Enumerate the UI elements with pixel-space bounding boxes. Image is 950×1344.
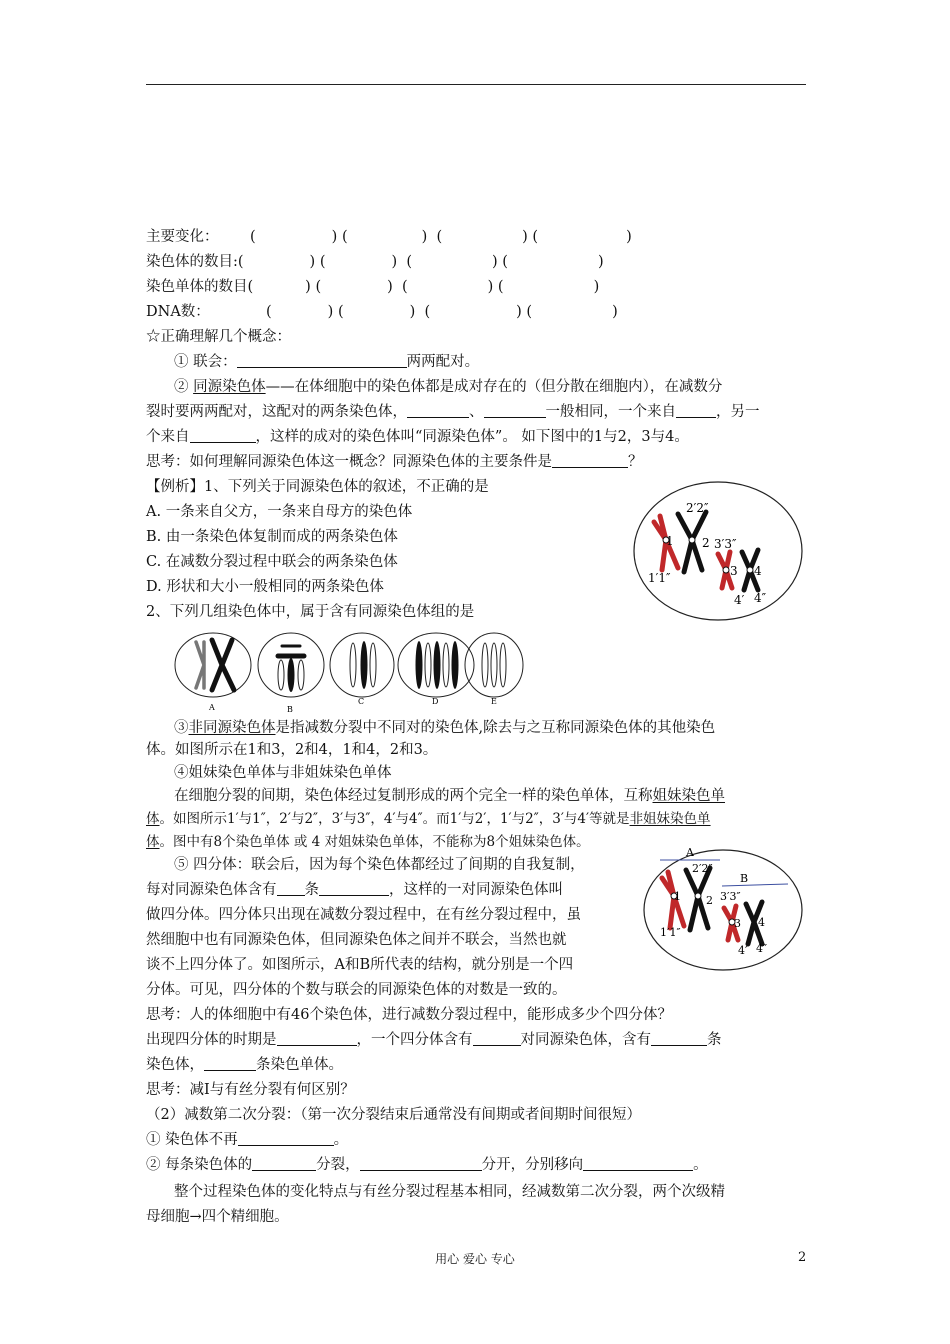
label-2: 2: [702, 536, 710, 550]
tetrad-label-3p3pp: 3′3″: [720, 890, 741, 903]
nonhomologous-line-1: ③非同源染色体是指减数分裂中不同对的染色体,除去与之互称同源染色体的其他染色: [174, 720, 716, 736]
tetrad-label-b: B: [740, 872, 749, 885]
label-1: 1: [666, 534, 674, 548]
homologous-line-2: 裂时要两两配对，这配对的两条染色体， 、 一般相同，一个来自 ，另一: [146, 404, 760, 420]
tetrad-label-4: 4: [758, 916, 765, 929]
homologous-line-3: 个来自 ，这样的成对的染色体叫“同源染色体”。 如下图中的1与2，3与4。: [146, 429, 689, 445]
think-3: 思考：减Ⅰ与有丝分裂有何区别？: [146, 1082, 355, 1098]
label-2p2pp: 2′2″: [686, 501, 709, 515]
cell-figure-homologous: [630, 478, 806, 624]
sister-line-2: 体。如图所示1′与1″，2′与2″，3′与3″，4′与4″。而1′与2′，1′与2″，3′与4′等就是非姐妹染色单: [146, 811, 711, 827]
tetrad-question-line-1: 出现四分体的时期是 ，一个四分体含有 对同源染色体，含有 条: [146, 1032, 722, 1048]
tetrad-label-2p2pp: 2′2″: [692, 862, 713, 875]
label-4pp: 4″: [754, 591, 767, 605]
think-1: 思考：如何理解同源染色体这一概念？同源染色体的主要条件是 ？: [146, 454, 643, 470]
fig-label-d: D: [432, 697, 439, 706]
row-changes-parens: ( ) ( ) ( ) ( ): [250, 229, 632, 245]
example-1-option-d: D. 形状和大小一般相同的两条染色体: [146, 579, 384, 595]
row-chromosome-count: 染色体的数目:( ) ( ) ( ) ( ): [146, 254, 604, 270]
header-rule: [146, 84, 806, 85]
chromosome-groups-figure: [174, 630, 524, 712]
example-1-option-b: B. 由一条染色体复制而成的两条染色体: [146, 529, 398, 545]
fig-label-c: C: [358, 697, 365, 706]
label-3p3pp: 3′3″: [714, 537, 737, 551]
fig-label-a: A: [209, 703, 215, 712]
tetrad-line-3: 做四分体。四分体只出现在减数分裂过程中，在有丝分裂过程中，虽: [146, 907, 581, 923]
page-number: 2: [798, 1250, 807, 1265]
example-1-question: 【例析】1、下列关于同源染色体的叙述，不正确的是: [146, 479, 489, 495]
think-2: 思考：人的体细胞中有46个染色体，进行减数分裂过程中，能形成多少个四分体？: [146, 1007, 672, 1023]
label-4p: 4′: [734, 593, 745, 607]
homologous-line-1: ② 同源染色体——在体细胞中的染色体都是成对存在的（但分散在细胞内），在减数分: [174, 379, 723, 395]
sister-line-1: 在细胞分裂的间期，染色体经过复制形成的两个完全一样的染色单体，互称姐妹染色单: [174, 788, 725, 804]
fig-label-e: E: [491, 697, 497, 706]
tetrad-line-2: 每对同源染色体含有 条 ，这样的一对同源染色体叫: [146, 882, 563, 898]
tetrad-line-4: 然细胞中也有同源染色体，但同源染色体之间并不联会，当然也就: [146, 932, 567, 948]
page-footer: 用心 爱心 专心: [435, 1252, 515, 1266]
label-1p1pp: 1′1″: [648, 571, 671, 585]
row-chromatid-count: 染色单体的数目( ) ( ) ( ) ( ): [146, 279, 600, 295]
tetrad-label-1: 1: [674, 890, 681, 903]
row-dna-parens: ( ) ( ) ( ) ( ): [266, 304, 618, 320]
example-1-option-a: A. 一条来自父方，一条来自母方的染色体: [146, 504, 413, 520]
meiosis-2-title: （2）减数第二次分裂：（第一次分裂结束后通常没有间期或者间期时间很短）: [146, 1107, 641, 1123]
synapsis-line: ① 联会： 两两配对。: [174, 354, 480, 370]
row-dna: DNA数：: [146, 304, 210, 320]
tetrad-label-2: 2: [706, 894, 713, 907]
fig-label-b: B: [287, 705, 293, 712]
tetrad-label-4p: 4′: [738, 944, 748, 957]
meiosis-2-summary-2: 母细胞→四个精细胞。: [146, 1209, 289, 1225]
example-2-question: 2、下列几组染色体中，属于含有同源染色体组的是: [146, 604, 475, 620]
label-3: 3: [730, 564, 738, 578]
sister-title: ④姐妹染色单体与非姐妹染色单体: [174, 765, 392, 781]
meiosis-2-point-1: ① 染色体不再 。: [146, 1132, 349, 1148]
example-1-option-c: C. 在减数分裂过程中联会的两条染色体: [146, 554, 398, 570]
tetrad-label-a: A: [686, 846, 694, 859]
label-4: 4: [754, 564, 762, 578]
tetrad-label-3: 3: [734, 917, 741, 930]
tetrad-line-6: 分体。可见，四分体的个数与联会的同源染色体的对数是一致的。: [146, 982, 567, 998]
meiosis-2-point-2: ② 每条染色体的 分裂， 分开，分别移向 。: [146, 1157, 708, 1173]
tetrad-line-1: ⑤ 四分体：联会后，因为每个染色体都经过了间期的自我复制，: [174, 857, 585, 873]
nonhomologous-line-2: 体。如图所示在1和3，2和4，1和4，2和3。: [146, 742, 438, 758]
tetrad-label-4pp: 4″: [756, 942, 768, 955]
cell-figure-tetrads: [640, 838, 806, 974]
sister-line-3: 体。图中有8个染色单体 或 4 对姐妹染色单体，不能称为8个姐妹染色体。: [146, 834, 590, 850]
tetrad-line-5: 谈不上四分体了。如图所示，A和B所代表的结构，就分别是一个四: [146, 957, 574, 973]
concepts-title: ☆正确理解几个概念：: [146, 329, 291, 345]
tetrad-question-line-2: 染色体， 条染色单体。: [146, 1057, 343, 1073]
meiosis-2-summary-1: 整个过程染色体的变化特点与有丝分裂过程基本相同，经减数第二次分裂，两个次级精: [174, 1184, 725, 1200]
tetrad-label-1p1pp: 1′1″: [660, 926, 681, 939]
row-changes: 主要变化：: [146, 229, 219, 245]
